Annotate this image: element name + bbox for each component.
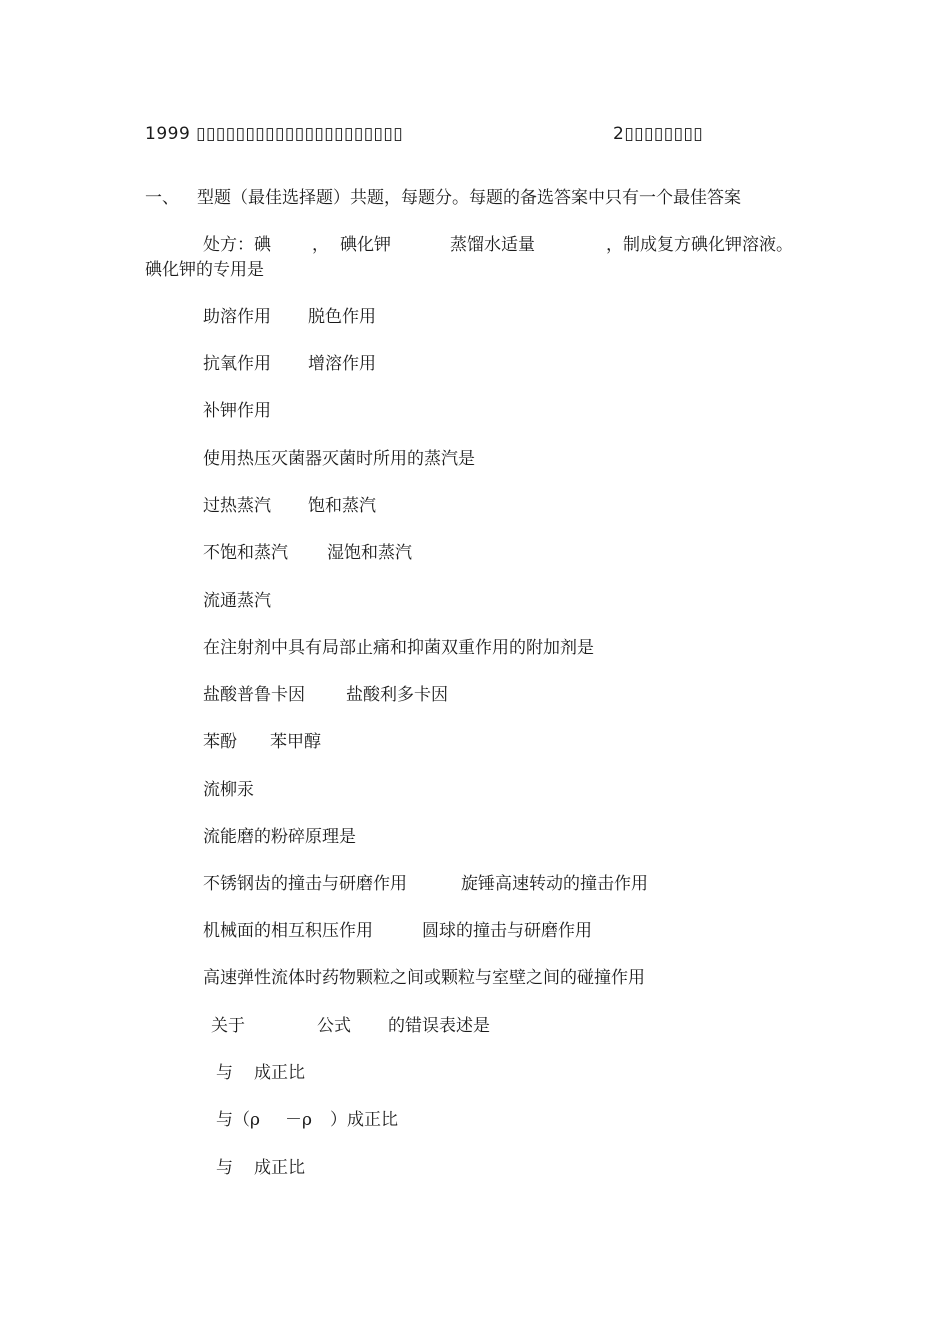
q3-stem: 在注射剂中具有局部止痛和抑菌双重作用的附加剂是 [203, 638, 594, 658]
q1-stem-part-b: ， [312, 235, 329, 255]
q1-stem-part-f: 碘化钾的专用是 [145, 260, 264, 280]
q5-stem-part-c: 的错误表述是 [388, 1016, 490, 1036]
q1-option-a: 助溶作用 [203, 307, 271, 327]
q5-option-b-part-2: －ρ [285, 1110, 312, 1130]
q4-stem: 流能磨的粉碎原理是 [203, 827, 356, 847]
q2-stem: 使用热压灭菌器灭菌时所用的蒸汽是 [203, 449, 475, 469]
q3-option-b: 盐酸利多卡因 [346, 685, 448, 705]
q2-option-e: 流通蒸汽 [203, 591, 271, 611]
section-number: 一、 [145, 188, 179, 208]
q4-option-d: 圆球的撞击与研磨作用 [422, 921, 592, 941]
q1-stem-part-c: 碘化钾 [340, 235, 391, 255]
q4-option-a: 不锈钢齿的撞击与研磨作用 [203, 874, 407, 894]
q3-option-e: 流柳汞 [203, 780, 254, 800]
q4-option-c: 机械面的相互积压作用 [203, 921, 373, 941]
q1-stem-part-e: ，制成复方碘化钾溶液。 [606, 235, 793, 255]
q1-option-e: 补钾作用 [203, 401, 271, 421]
q5-stem-part-a: 关于 [211, 1016, 245, 1036]
q1-option-b: 脱色作用 [308, 307, 376, 327]
q4-option-e: 高速弹性流体时药物颗粒之间或颗粒与室壁之间的碰撞作用 [203, 968, 645, 988]
q5-option-a-part-1: 与 [216, 1063, 233, 1083]
q3-option-c: 苯酚 [203, 732, 237, 752]
q2-option-c: 不饱和蒸汽 [203, 543, 288, 563]
section-heading: 型题（最佳选择题）共题，每题分。每题的备选答案中只有一个最佳答案 [197, 188, 741, 208]
q1-option-d: 增溶作用 [308, 354, 376, 374]
q4-option-b: 旋锤高速转动的撞击作用 [461, 874, 648, 894]
q5-stem-part-b: 公式 [317, 1016, 351, 1036]
document-title-left: 1999 ▯▯▯▯▯▯▯▯▯▯▯▯▯▯▯▯▯▯▯▯▯ [145, 124, 404, 144]
q3-option-a: 盐酸普鲁卡因 [203, 685, 305, 705]
q5-option-c-part-2: 成正比 [254, 1158, 305, 1178]
q5-option-b-part-3: ）成正比 [330, 1110, 398, 1130]
q1-stem-part-a: 处方：碘 [203, 235, 271, 255]
q1-stem-part-d: 蒸馏水适量 [450, 235, 535, 255]
q3-option-d: 苯甲醇 [270, 732, 321, 752]
q2-option-a: 过热蒸汽 [203, 496, 271, 516]
q5-option-a-part-2: 成正比 [254, 1063, 305, 1083]
q1-option-c: 抗氧作用 [203, 354, 271, 374]
q2-option-d: 湿饱和蒸汽 [327, 543, 412, 563]
q5-option-c-part-1: 与 [216, 1158, 233, 1178]
document-title-right: 2▯▯▯▯▯▯▯▯ [613, 124, 704, 144]
q5-option-b-part-1: 与（ρ [216, 1110, 260, 1130]
q2-option-b: 饱和蒸汽 [308, 496, 376, 516]
